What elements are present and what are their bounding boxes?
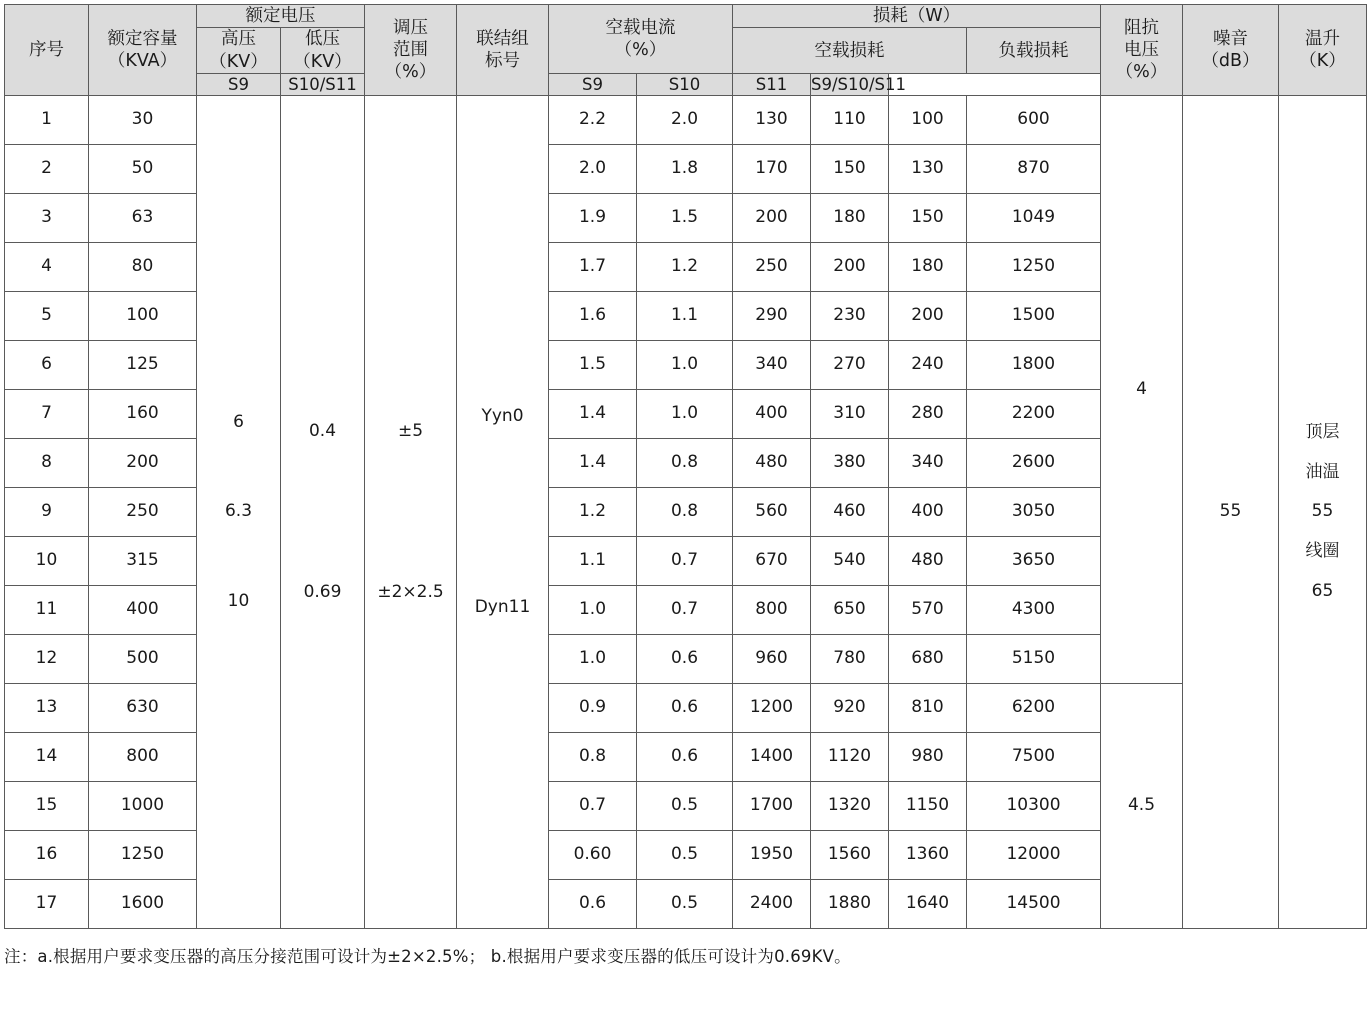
cell-capacity: 1250: [89, 831, 197, 880]
cell-capacity: 63: [89, 194, 197, 243]
cell-nll-s11: 280: [889, 390, 967, 439]
cell-nll-s10: 270: [811, 341, 889, 390]
header-connection-line1: 联结组: [476, 28, 529, 49]
cell-capacity: 1600: [89, 880, 197, 929]
cell-hv-merged: [197, 96, 281, 929]
header-serial: 序号: [5, 5, 89, 96]
cell-nlc-s10s11: 0.8: [637, 439, 733, 488]
cell-nlc-s10s11: 0.5: [637, 880, 733, 929]
header-noise: [1183, 5, 1279, 96]
hv-value-2: 6.3: [224, 501, 253, 522]
header-capacity: [89, 5, 197, 96]
cell-load-loss: 14500: [967, 880, 1101, 929]
cell-nll-s10: 180: [811, 194, 889, 243]
cell-nll-s9: 960: [733, 635, 811, 684]
cell-nll-s10: 200: [811, 243, 889, 292]
cell-capacity: 315: [89, 537, 197, 586]
cell-capacity: 250: [89, 488, 197, 537]
cell-nlc-s9: 1.2: [549, 488, 637, 537]
cell-serial: 4: [5, 243, 89, 292]
cell-serial: 17: [5, 880, 89, 929]
cell-nlc-s9: 1.4: [549, 390, 637, 439]
header-regulation-line2: 范围: [393, 39, 428, 60]
header-sub-ll-all: S9/S10/S11: [811, 75, 907, 95]
cell-nll-s9: 290: [733, 292, 811, 341]
cell-load-loss: 12000: [967, 831, 1101, 880]
cell-lv-merged: [281, 96, 365, 929]
header-no-load-loss: 空载损耗: [733, 28, 967, 74]
cell-serial: 15: [5, 782, 89, 831]
header-loss-group: 损耗（W）: [733, 5, 1101, 28]
header-temp-rise-line1: 温升: [1305, 28, 1340, 49]
header-temp-rise: [1279, 5, 1367, 96]
header-load-loss: 负载损耗: [967, 28, 1101, 74]
table-row: [5, 96, 1367, 145]
header-sub-nlc-s10-s11: S10/S11: [281, 74, 365, 96]
cell-nll-s11: 1150: [889, 782, 967, 831]
cell-nll-s11: 340: [889, 439, 967, 488]
cell-nlc-s10s11: 0.5: [637, 831, 733, 880]
header-regulation-line3: （%）: [384, 62, 437, 83]
cell-load-loss: 4300: [967, 586, 1101, 635]
cell-load-loss: 2200: [967, 390, 1101, 439]
lv-value-2: 0.69: [303, 582, 342, 603]
cell-capacity: 400: [89, 586, 197, 635]
cell-nll-s11: 980: [889, 733, 967, 782]
temp-rise-line-3: 55: [1311, 501, 1334, 522]
cell-nll-s9: 130: [733, 96, 811, 145]
cell-nlc-s10s11: 0.6: [637, 635, 733, 684]
header-sub-nlc-s9: S9: [197, 74, 281, 96]
cell-nll-s11: 680: [889, 635, 967, 684]
cell-nll-s10: 150: [811, 145, 889, 194]
header-no-load-current-line2: （%）: [614, 40, 667, 61]
cell-nlc-s9: 1.4: [549, 439, 637, 488]
cell-serial: 16: [5, 831, 89, 880]
header-temp-rise-line2: （K）: [1299, 51, 1346, 72]
cell-nlc-s9: 1.1: [549, 537, 637, 586]
cell-nll-s11: 240: [889, 341, 967, 390]
header-impedance: [1101, 5, 1183, 96]
cell-load-loss: 5150: [967, 635, 1101, 684]
cell-nlc-s9: 0.9: [549, 684, 637, 733]
cell-nll-s9: 170: [733, 145, 811, 194]
cell-load-loss: 1800: [967, 341, 1101, 390]
cell-nll-s10: 380: [811, 439, 889, 488]
cell-nll-s9: 400: [733, 390, 811, 439]
cell-serial: 14: [5, 733, 89, 782]
header-connection-line2: 标号: [485, 51, 520, 72]
cell-nlc-s10s11: 0.5: [637, 782, 733, 831]
cell-capacity: 1000: [89, 782, 197, 831]
cell-nll-s9: 1400: [733, 733, 811, 782]
cell-impedance-bottom: 4.5: [1101, 684, 1183, 929]
cell-nll-s11: 130: [889, 145, 967, 194]
temp-rise-line-1: 顶层: [1305, 421, 1340, 442]
regulation-value-1: ±5: [397, 420, 424, 441]
cell-capacity: 160: [89, 390, 197, 439]
cell-nll-s11: 150: [889, 194, 967, 243]
cell-serial: 8: [5, 439, 89, 488]
cell-capacity: 80: [89, 243, 197, 292]
cell-nll-s11: 200: [889, 292, 967, 341]
cell-capacity: 800: [89, 733, 197, 782]
header-hv: [197, 28, 281, 74]
cell-load-loss: 6200: [967, 684, 1101, 733]
cell-nll-s11: 1360: [889, 831, 967, 880]
cell-nlc-s10s11: 0.7: [637, 586, 733, 635]
temp-rise-line-2: 油温: [1305, 461, 1340, 482]
table-body: [5, 96, 1367, 929]
cell-impedance-top: 4: [1101, 96, 1183, 684]
cell-load-loss: 2600: [967, 439, 1101, 488]
cell-nlc-s10s11: 0.7: [637, 537, 733, 586]
cell-regulation-merged: [365, 96, 457, 929]
header-sub-nll-s9: S9: [549, 74, 637, 96]
cell-nll-s10: 1320: [811, 782, 889, 831]
cell-nll-s10: 650: [811, 586, 889, 635]
cell-nlc-s9: 1.6: [549, 292, 637, 341]
header-hv-line1: 高压: [221, 29, 256, 50]
header-hv-line2: （KV）: [209, 51, 268, 72]
cell-serial: 1: [5, 96, 89, 145]
cell-nlc-s9: 1.9: [549, 194, 637, 243]
header-regulation-line1: 调压: [393, 17, 428, 38]
cell-capacity: 200: [89, 439, 197, 488]
cell-nlc-s9: 1.7: [549, 243, 637, 292]
header-rated-voltage-group: 额定电压: [197, 5, 365, 28]
cell-nlc-s9: 0.7: [549, 782, 637, 831]
cell-nll-s10: 110: [811, 96, 889, 145]
cell-serial: 10: [5, 537, 89, 586]
cell-capacity: 100: [89, 292, 197, 341]
cell-nll-s10: 1560: [811, 831, 889, 880]
cell-capacity: 630: [89, 684, 197, 733]
header-row-1: [5, 5, 1367, 28]
cell-serial: 5: [5, 292, 89, 341]
cell-nll-s9: 250: [733, 243, 811, 292]
cell-nlc-s10s11: 1.8: [637, 145, 733, 194]
cell-nll-s11: 570: [889, 586, 967, 635]
connection-value-1: Yyn0: [481, 405, 524, 426]
cell-nll-s10: 1120: [811, 733, 889, 782]
header-sub-nll-s11: S11: [733, 74, 811, 96]
cell-load-loss: 3050: [967, 488, 1101, 537]
header-noise-line1: 噪音: [1213, 28, 1248, 49]
cell-nll-s9: 670: [733, 537, 811, 586]
header-connection: [457, 5, 549, 96]
cell-serial: 12: [5, 635, 89, 684]
header-no-load-current: [549, 5, 733, 74]
cell-nlc-s10s11: 0.8: [637, 488, 733, 537]
regulation-value-2: ±2×2.5: [377, 582, 444, 603]
cell-load-loss: 870: [967, 145, 1101, 194]
cell-nll-s11: 180: [889, 243, 967, 292]
cell-nll-s10: 540: [811, 537, 889, 586]
cell-nlc-s9: 2.0: [549, 145, 637, 194]
header-noise-line2: （dB）: [1201, 51, 1260, 72]
temp-rise-line-5: 65: [1311, 580, 1334, 601]
cell-temp-rise-merged: [1279, 96, 1367, 929]
table-header: [5, 5, 1367, 96]
hv-value-1: 6: [233, 411, 244, 432]
cell-nll-s10: 920: [811, 684, 889, 733]
cell-nll-s9: 560: [733, 488, 811, 537]
cell-capacity: 30: [89, 96, 197, 145]
header-capacity-line2: （KVA）: [107, 51, 178, 72]
cell-nll-s9: 2400: [733, 880, 811, 929]
connection-value-2: Dyn11: [474, 597, 531, 618]
cell-nll-s10: 460: [811, 488, 889, 537]
spec-sheet: [0, 4, 1370, 1010]
cell-nll-s9: 480: [733, 439, 811, 488]
cell-nlc-s9: 0.8: [549, 733, 637, 782]
cell-load-loss: 3650: [967, 537, 1101, 586]
cell-nll-s10: 230: [811, 292, 889, 341]
cell-nlc-s9: 1.5: [549, 341, 637, 390]
cell-load-loss: 1049: [967, 194, 1101, 243]
header-impedance-line3: （%）: [1115, 62, 1168, 83]
cell-nlc-s10s11: 1.0: [637, 390, 733, 439]
lv-value-1: 0.4: [308, 420, 337, 441]
cell-nlc-s9: 2.2: [549, 96, 637, 145]
cell-capacity: 50: [89, 145, 197, 194]
cell-nlc-s10s11: 2.0: [637, 96, 733, 145]
table-footnote: 注：a.根据用户要求变压器的高压分接范围可设计为±2×2.5%； b.根据用户要求变压器的低压可设计为0.69KV。: [4, 947, 851, 967]
cell-nll-s11: 480: [889, 537, 967, 586]
header-impedance-line2: 电压: [1124, 39, 1159, 60]
cell-serial: 2: [5, 145, 89, 194]
header-lv-line1: 低压: [305, 29, 340, 50]
cell-noise-merged: 55: [1183, 96, 1279, 929]
cell-nll-s10: 780: [811, 635, 889, 684]
header-sub-nll-s10: S10: [637, 74, 733, 96]
header-capacity-line1: 额定容量: [107, 28, 178, 49]
cell-nll-s10: 1880: [811, 880, 889, 929]
cell-nll-s11: 100: [889, 96, 967, 145]
cell-nlc-s10s11: 1.0: [637, 341, 733, 390]
cell-serial: 7: [5, 390, 89, 439]
transformer-spec-table: [4, 4, 1367, 929]
cell-nlc-s9: 0.6: [549, 880, 637, 929]
header-lv-line2: （KV）: [293, 51, 352, 72]
hv-value-3: 10: [227, 591, 250, 612]
cell-load-loss: 1500: [967, 292, 1101, 341]
cell-nll-s9: 1200: [733, 684, 811, 733]
cell-connection-merged: [457, 96, 549, 929]
header-impedance-line1: 阻抗: [1124, 17, 1159, 38]
cell-load-loss: 600: [967, 96, 1101, 145]
cell-nlc-s10s11: 1.2: [637, 243, 733, 292]
cell-load-loss: 10300: [967, 782, 1101, 831]
cell-serial: 3: [5, 194, 89, 243]
cell-serial: 6: [5, 341, 89, 390]
cell-capacity: 125: [89, 341, 197, 390]
cell-nlc-s10s11: 0.6: [637, 684, 733, 733]
cell-nlc-s10s11: 1.5: [637, 194, 733, 243]
cell-nll-s9: 340: [733, 341, 811, 390]
cell-nll-s9: 1950: [733, 831, 811, 880]
cell-serial: 13: [5, 684, 89, 733]
temp-rise-line-4: 线圈: [1305, 541, 1340, 562]
cell-nlc-s9: 0.60: [549, 831, 637, 880]
cell-nll-s9: 200: [733, 194, 811, 243]
cell-nll-s9: 800: [733, 586, 811, 635]
header-regulation: [365, 5, 457, 96]
header-no-load-current-line1: 空载电流: [605, 17, 676, 38]
header-lv: [281, 28, 365, 74]
cell-serial: 9: [5, 488, 89, 537]
cell-load-loss: 1250: [967, 243, 1101, 292]
cell-nll-s11: 400: [889, 488, 967, 537]
cell-load-loss: 7500: [967, 733, 1101, 782]
cell-nlc-s9: 1.0: [549, 586, 637, 635]
cell-nlc-s10s11: 0.6: [637, 733, 733, 782]
cell-nlc-s10s11: 1.1: [637, 292, 733, 341]
cell-nll-s11: 1640: [889, 880, 967, 929]
cell-capacity: 500: [89, 635, 197, 684]
cell-nll-s10: 310: [811, 390, 889, 439]
cell-nlc-s9: 1.0: [549, 635, 637, 684]
cell-nll-s9: 1700: [733, 782, 811, 831]
cell-nll-s11: 810: [889, 684, 967, 733]
cell-serial: 11: [5, 586, 89, 635]
